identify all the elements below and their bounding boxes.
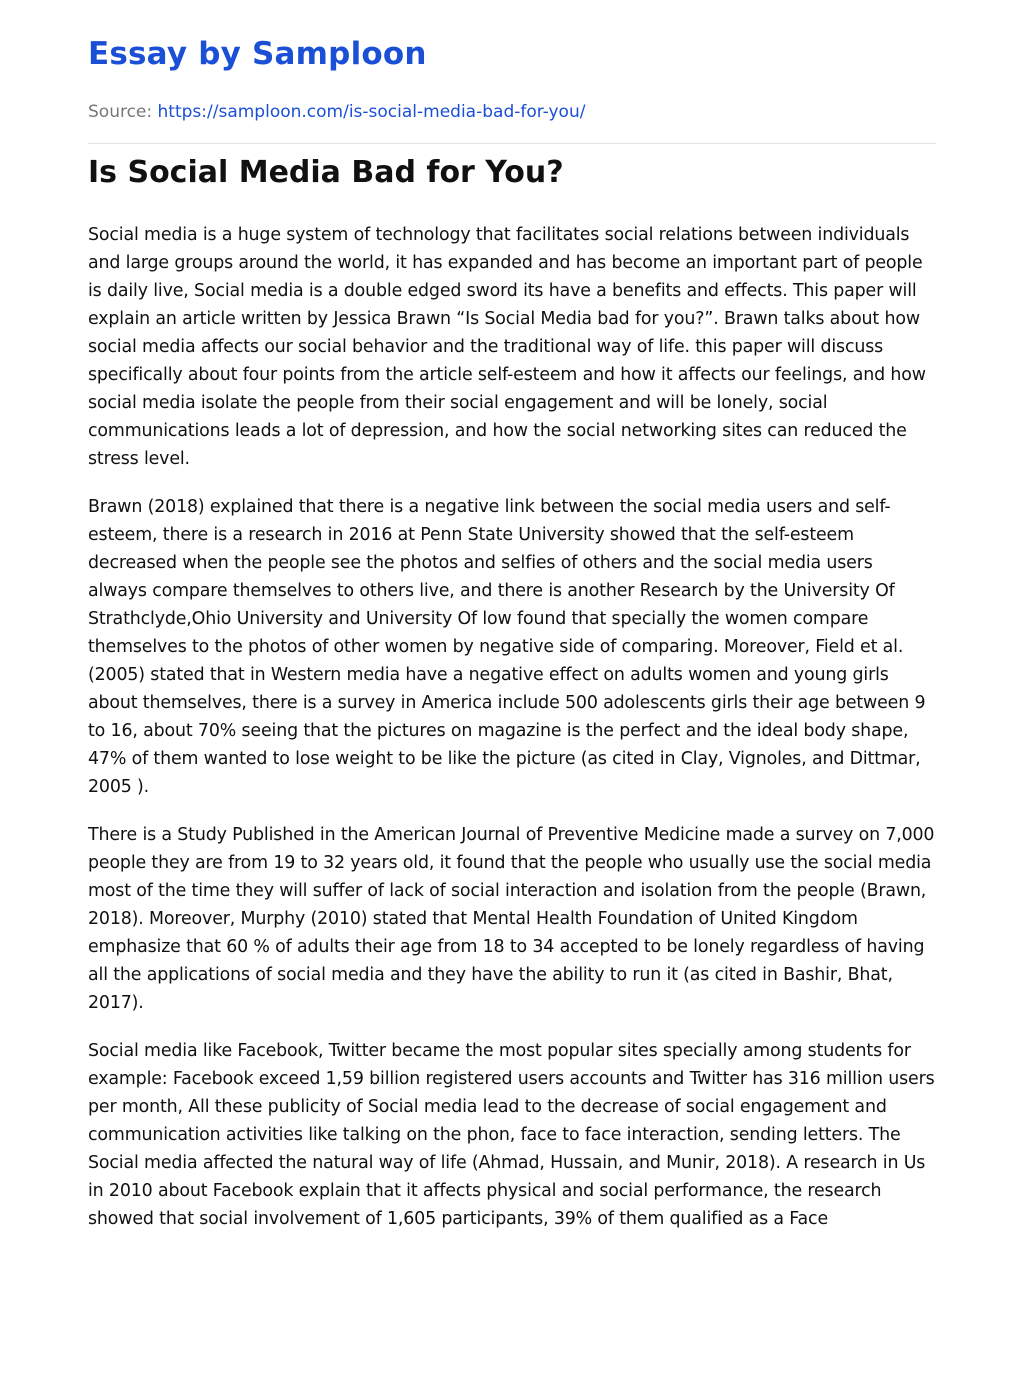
brand-title: Essay by Samploon — [88, 36, 427, 72]
essay-title: Is Social Media Bad for You? — [88, 155, 564, 190]
essay-paragraph-4: Social media like Facebook, Twitter became the most popular sites specially among students for example: Facebook exceed 1,59 billion registered users accounts and Twitter has 316 million users per month, All these publicity of Social media lead to the decrease of social engagement and communication activities like talking on the phon, face to face interaction, sending letters. The Social media affected the natural way of life (Ahmad, Hussain, and Munir, 2018). A research in Us in 2010 about Facebook explain that it affects physical and social performance, the research showed that social involvement of 1,605 participants, 39% of them qualified as a Face — [88, 1041, 935, 1229]
source-line — [88, 102, 585, 122]
source-link[interactable]: https://samploon.com/is-social-media-bad-for-you/ — [157, 102, 586, 122]
header-divider — [88, 143, 936, 144]
essay-body — [88, 221, 936, 1253]
essay-paragraph-2: Brawn (2018) explained that there is a negative link between the social media users and self-esteem, there is a research in 2016 at Penn State University showed that the self-esteem decreased when the people see the photos and selfies of others and the social media users always compare themselves to others live, and there is another Research by the University Of Strathclyde,Ohio University and University Of low found that specially the women compare themselves to the photos of other women by negative side of comparing. Moreover, Field et al. (2005) stated that in Western media have a negative effect on adults women and young girls about themselves, there is a survey in America include 500 adolescents girls their age between 9 to 16, about 70% seeing that the pictures on magazine is the perfect and the ideal body shape, 47% of them wanted to lose weight to be like the picture (as cited in Clay, Vignoles, and Dittmar, 2005 ). — [88, 497, 926, 797]
essay-paragraph-1: Social media is a huge system of technology that facilitates social relations between individuals and large groups around the world, it has expanded and has become an important part of people is daily live, Social media is a double edged sword its have a benefits and effects. This paper will explain an article written by Jessica Brawn “Is Social Media bad for you?”. Brawn talks about how social media affects our social behavior and the traditional way of life. this paper will discuss specifically about four points from the article self-esteem and how it affects our feelings, and how social media isolate the people from their social engagement and will be lonely, social communications leads a lot of depression, and how the social networking sites can reduced the stress level. — [88, 225, 926, 469]
source-label: Source: — [88, 102, 153, 122]
essay-paragraph-3: There is a Study Published in the American Journal of Preventive Medicine made a survey on 7,000 people they are from 19 to 32 years old, it found that the people who usually use the social media most of the time they will suffer of lack of social interaction and isolation from the people (Brawn, 2018). Moreover, Murphy (2010) stated that Mental Health Foundation of United Kingdom emphasize that 60 % of adults their age from 18 to 34 accepted to be lonely regardless of having all the applications of social media and they have the ability to run it (as cited in Bashir, Bhat, 2017). — [88, 825, 935, 1013]
